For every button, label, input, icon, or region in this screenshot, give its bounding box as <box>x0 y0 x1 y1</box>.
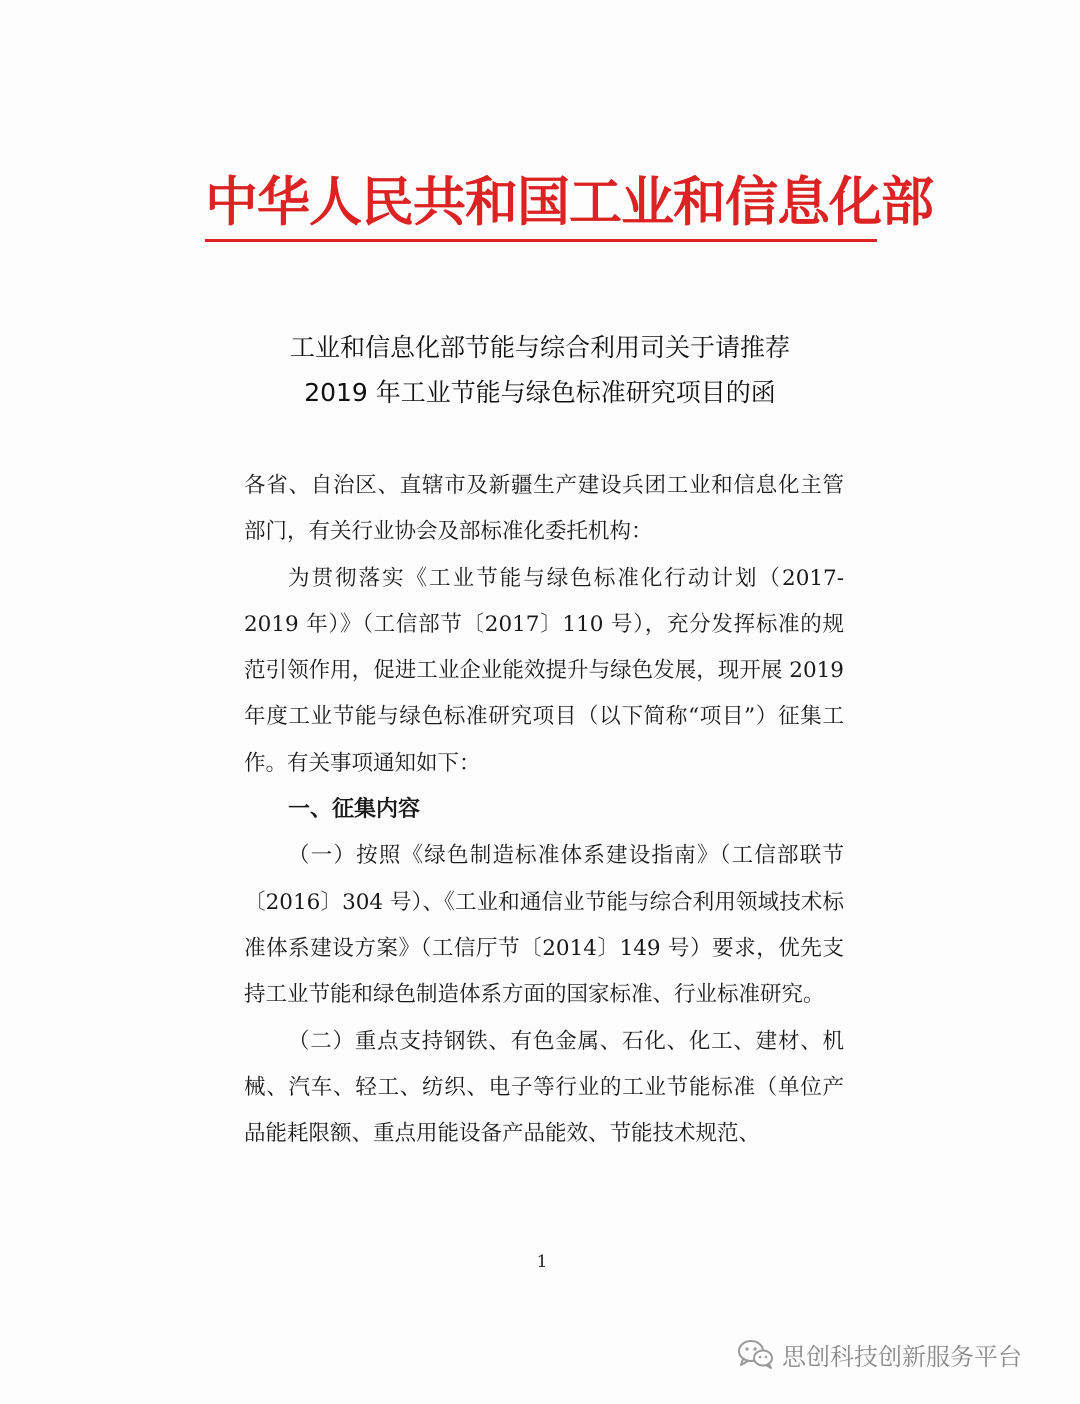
document-title-line-1: 工业和信息化部节能与综合利用司关于请推荐 <box>289 333 790 362</box>
masthead-red-rule <box>205 239 877 242</box>
item-2-paragraph: （二）重点支持钢铁、有色金属、石化、化工、建材、机械、汽车、轻工、纺织、电子等行业的工业节能标准（单位产品能耗限额、重点用能设备产品能效、节能技术规范、 <box>244 1028 844 1147</box>
document-title-line-2: 2019 年工业节能与绿色标准研究项目的函 <box>304 378 776 407</box>
wechat-icon <box>736 1338 776 1370</box>
addressee-paragraph: 各省、自治区、直辖市及新疆生产建设兵团工业和信息化主管部门，有关行业协会及部标准化委托机构： <box>244 473 844 545</box>
document-body <box>244 463 844 1157</box>
item-1-paragraph: （一）按照《绿色制造标准体系建设指南》（工信部联节〔2016〕304 号）、《工业和通信业节能与综合利用领域技术标准体系建设方案》（工信厅节〔2014〕149 号）要求，优先支持工业节能和绿色制造体系方面的国家标准、行业标准研究。 <box>244 843 844 1008</box>
wechat-watermark <box>736 1334 1022 1374</box>
section-heading: 一、征集内容 <box>288 797 421 823</box>
page-number: 1 <box>536 1252 548 1272</box>
ministry-masthead: 中华人民共和国工业和信息化部 <box>205 171 933 233</box>
watermark-text: 思创科技创新服务平台 <box>782 1342 1022 1371</box>
intro-paragraph: 为贯彻落实《工业节能与绿色标准化行动计划（2017-2019 年）》（工信部节〔2017〕110 号），充分发挥标准的规范引领作用，促进工业企业能效提升与绿色发展，现开展 2019 年度工业节能与绿色标准研究项目（以下简称“项目”）征集工作。有关事项通知如下： <box>244 565 844 776</box>
document-title <box>200 325 880 415</box>
